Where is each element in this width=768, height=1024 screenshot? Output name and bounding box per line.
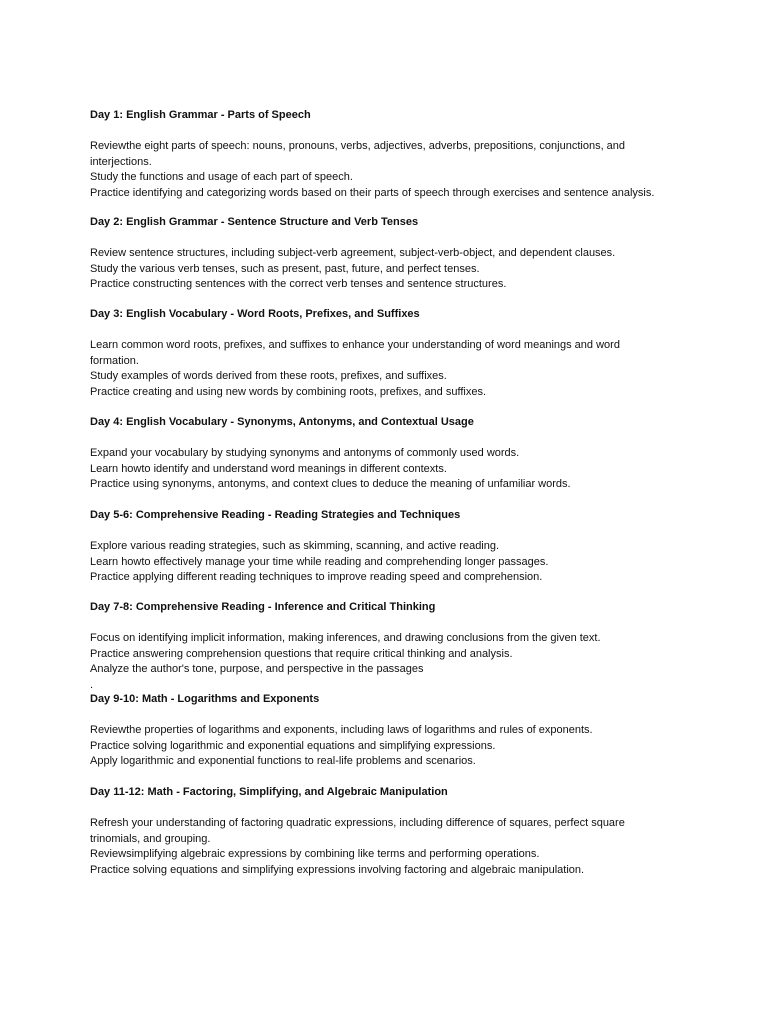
body-line: Refresh your understanding of factoring quadratic expressions, including difference of squares, perfect square xyxy=(90,817,625,829)
section-body xyxy=(90,338,690,400)
body-line: Practice solving equations and simplifying expressions involving factoring and algebraic manipulation. xyxy=(90,863,585,876)
section-heading: Day 9-10: Math - Logarithms and Exponents xyxy=(90,693,320,705)
body-line: Practice using synonyms, antonyms, and context clues to deduce the meaning of unfamiliar words. xyxy=(90,478,571,490)
section-heading: Day 7-8: Comprehensive Reading - Inference and Critical Thinking xyxy=(90,601,436,613)
body-line: Practice creating and using new words by combining roots, prefixes, and suffixes. xyxy=(90,385,486,398)
section-body xyxy=(90,631,690,693)
section-body xyxy=(90,246,690,293)
section-body xyxy=(90,816,690,878)
body-line: trinomials, and grouping. xyxy=(90,832,211,845)
body-line: Practice applying different reading techniques to improve reading speed and comprehension. xyxy=(90,571,543,583)
body-line: Practice constructing sentences with the correct verb tenses and sentence structures. xyxy=(90,278,507,290)
body-line: Focus on identifying implicit information, making inferences, and drawing conclusions from the given text. xyxy=(90,632,601,644)
body-line: Study the various verb tenses, such as present, past, future, and perfect tenses. xyxy=(90,262,480,275)
body-line: Learn howto effectively manage your time while reading and comprehending longer passages. xyxy=(90,555,549,568)
section-body xyxy=(90,539,690,586)
body-line: Practice answering comprehension questions that require critical thinking and analysis. xyxy=(90,647,513,660)
body-line: Learn howto identify and understand word meanings in different contexts. xyxy=(90,462,447,475)
section-body xyxy=(90,723,690,770)
section-heading: Day 4: English Vocabulary - Synonyms, Antonyms, and Contextual Usage xyxy=(90,416,474,428)
body-line: Reviewsimplifying algebraic expressions by combining like terms and performing operations. xyxy=(90,848,540,860)
body-line: interjections. xyxy=(90,155,152,168)
body-line: Review sentence structures, including subject-verb agreement, subject-verb-object, and dependent clauses. xyxy=(90,247,616,259)
body-line: Explore various reading strategies, such as skimming, scanning, and active reading. xyxy=(90,540,500,552)
body-line: . xyxy=(90,678,94,691)
section-heading: Day 2: English Grammar - Sentence Structure and Verb Tenses xyxy=(90,216,419,228)
section-body xyxy=(90,139,690,201)
body-line: Practice identifying and categorizing words based on their parts of speech through exercises and sentence analysis. xyxy=(90,186,655,199)
body-line: Reviewthe properties of logarithms and exponents, including laws of logarithms and rules of exponents. xyxy=(90,724,593,736)
body-line: Apply logarithmic and exponential functions to real-life problems and scenarios. xyxy=(90,755,476,767)
body-line: Expand your vocabulary by studying synonyms and antonyms of commonly used words. xyxy=(90,447,520,459)
body-line: Study examples of words derived from these roots, prefixes, and suffixes. xyxy=(90,370,447,382)
body-line: formation. xyxy=(90,354,139,367)
body-line: Practice solving logarithmic and exponential equations and simplifying expressions. xyxy=(90,739,496,752)
body-line: Reviewthe eight parts of speech: nouns, pronouns, verbs, adjectives, adverbs, prepositions, conjunctions, and xyxy=(90,140,626,152)
section-heading: Day 1: English Grammar - Parts of Speech xyxy=(90,109,311,121)
body-line: Learn common word roots, prefixes, and suffixes to enhance your understanding of word meanings and word xyxy=(90,339,620,351)
body-line: Study the functions and usage of each part of speech. xyxy=(90,171,353,183)
section-heading: Day 11-12: Math - Factoring, Simplifying, and Algebraic Manipulation xyxy=(90,786,448,798)
section-body xyxy=(90,446,690,493)
body-line: Analyze the author's tone, purpose, and perspective in the passages xyxy=(90,663,424,675)
section-heading: Day 3: English Vocabulary - Word Roots, Prefixes, and Suffixes xyxy=(90,308,420,320)
section-heading: Day 5-6: Comprehensive Reading - Reading Strategies and Techniques xyxy=(90,509,461,521)
